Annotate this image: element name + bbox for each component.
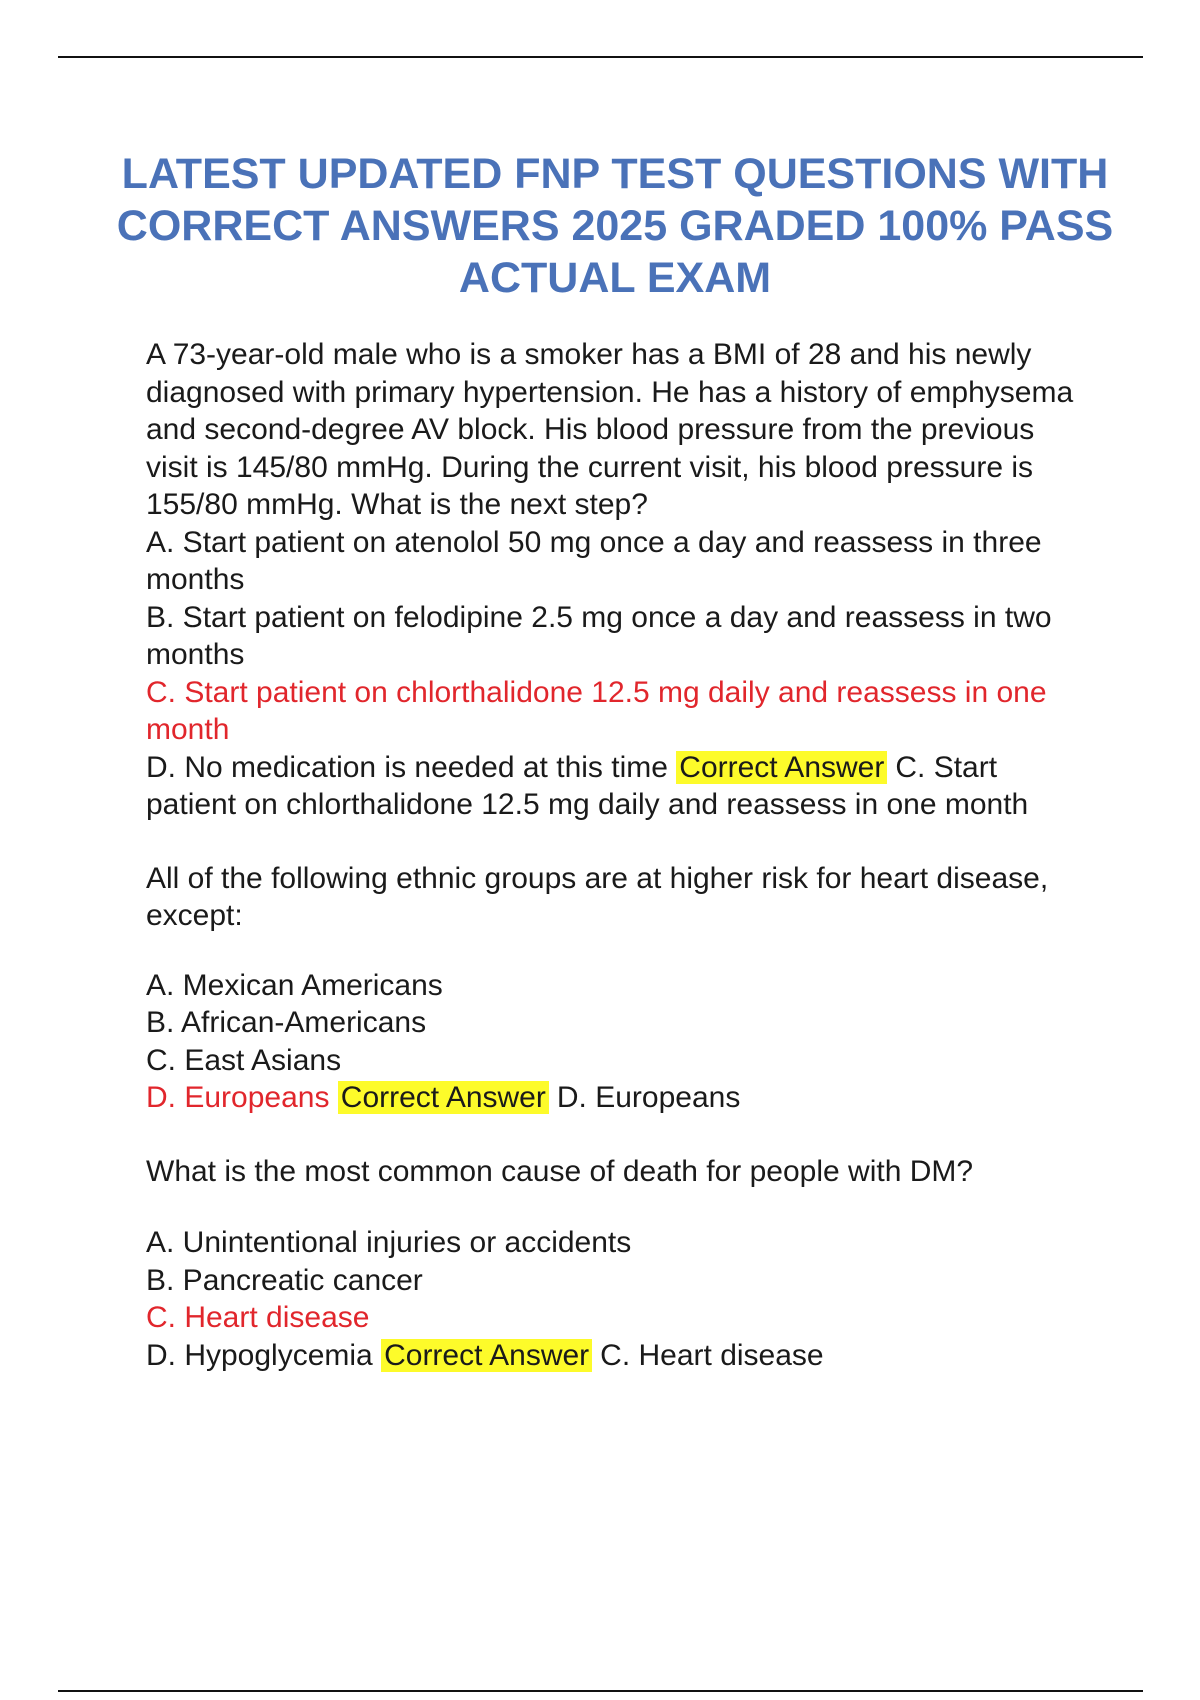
document-title: LATEST UPDATED FNP TEST QUESTIONS WITH CORRECT ANSWERS 2025 GRADED 100% PASS ACTUAL EXAM: [116, 150, 1114, 302]
correct-answer-marker: Correct Answer: [676, 751, 887, 784]
correct-answer-marker: Correct Answer: [338, 1081, 549, 1114]
question-1: [146, 336, 1086, 824]
option-d-text: D. Europeans: [146, 1081, 330, 1114]
question-stem: All of the following ethnic groups are at higher risk for heart disease, except:: [146, 861, 1049, 932]
correct-answer-text: C. Heart disease: [600, 1338, 824, 1372]
correct-answer-marker: Correct Answer: [381, 1339, 592, 1372]
option-d: [146, 749, 1086, 824]
option-d-text: D. Hypoglycemia: [146, 1338, 373, 1372]
document-body: [146, 336, 1086, 1410]
option-c-correct: C. Start patient on chlorthalidone 12.5 mg daily and reassess in one month: [146, 675, 1047, 746]
option-a: A. Mexican Americans: [146, 968, 443, 1002]
question-2: [146, 860, 1086, 1117]
option-b: B. Pancreatic cancer: [146, 1263, 423, 1297]
option-a: A. Start patient on atenolol 50 mg once a day and reassess in three months: [146, 525, 1042, 596]
option-c: C. East Asians: [146, 1043, 342, 1077]
option-d-correct: [146, 1079, 1086, 1117]
bottom-rule: [58, 1690, 1143, 1692]
question-stem: A 73-year-old male who is a smoker has a BMI of 28 and his newly diagnosed with primary hypertension. He has a history of emphysema and second-degree AV block. His blood pressure from the previous visit is 145/80 mmHg. During the current visit, his blood pressure is 155/80 mmHg. What is the next step?: [146, 338, 1074, 521]
question-stem: What is the most common cause of death for people with DM?: [146, 1154, 974, 1188]
option-d: [146, 1337, 1086, 1375]
option-d-text: D. No medication is needed at this time: [146, 750, 668, 784]
option-c-correct: C. Heart disease: [146, 1301, 370, 1334]
option-b: B. African-Americans: [146, 1006, 427, 1039]
correct-answer-text: C. Start patient on chlorthalidone 12.5 mg daily and reassess in one month: [146, 750, 1029, 821]
top-rule: [58, 56, 1143, 58]
option-a: A. Unintentional injuries or accidents: [146, 1226, 632, 1259]
question-3: [146, 1153, 1086, 1375]
option-b: B. Start patient on felodipine 2.5 mg once a day and reassess in two months: [146, 600, 1052, 671]
correct-answer-text: D. Europeans: [556, 1081, 741, 1114]
